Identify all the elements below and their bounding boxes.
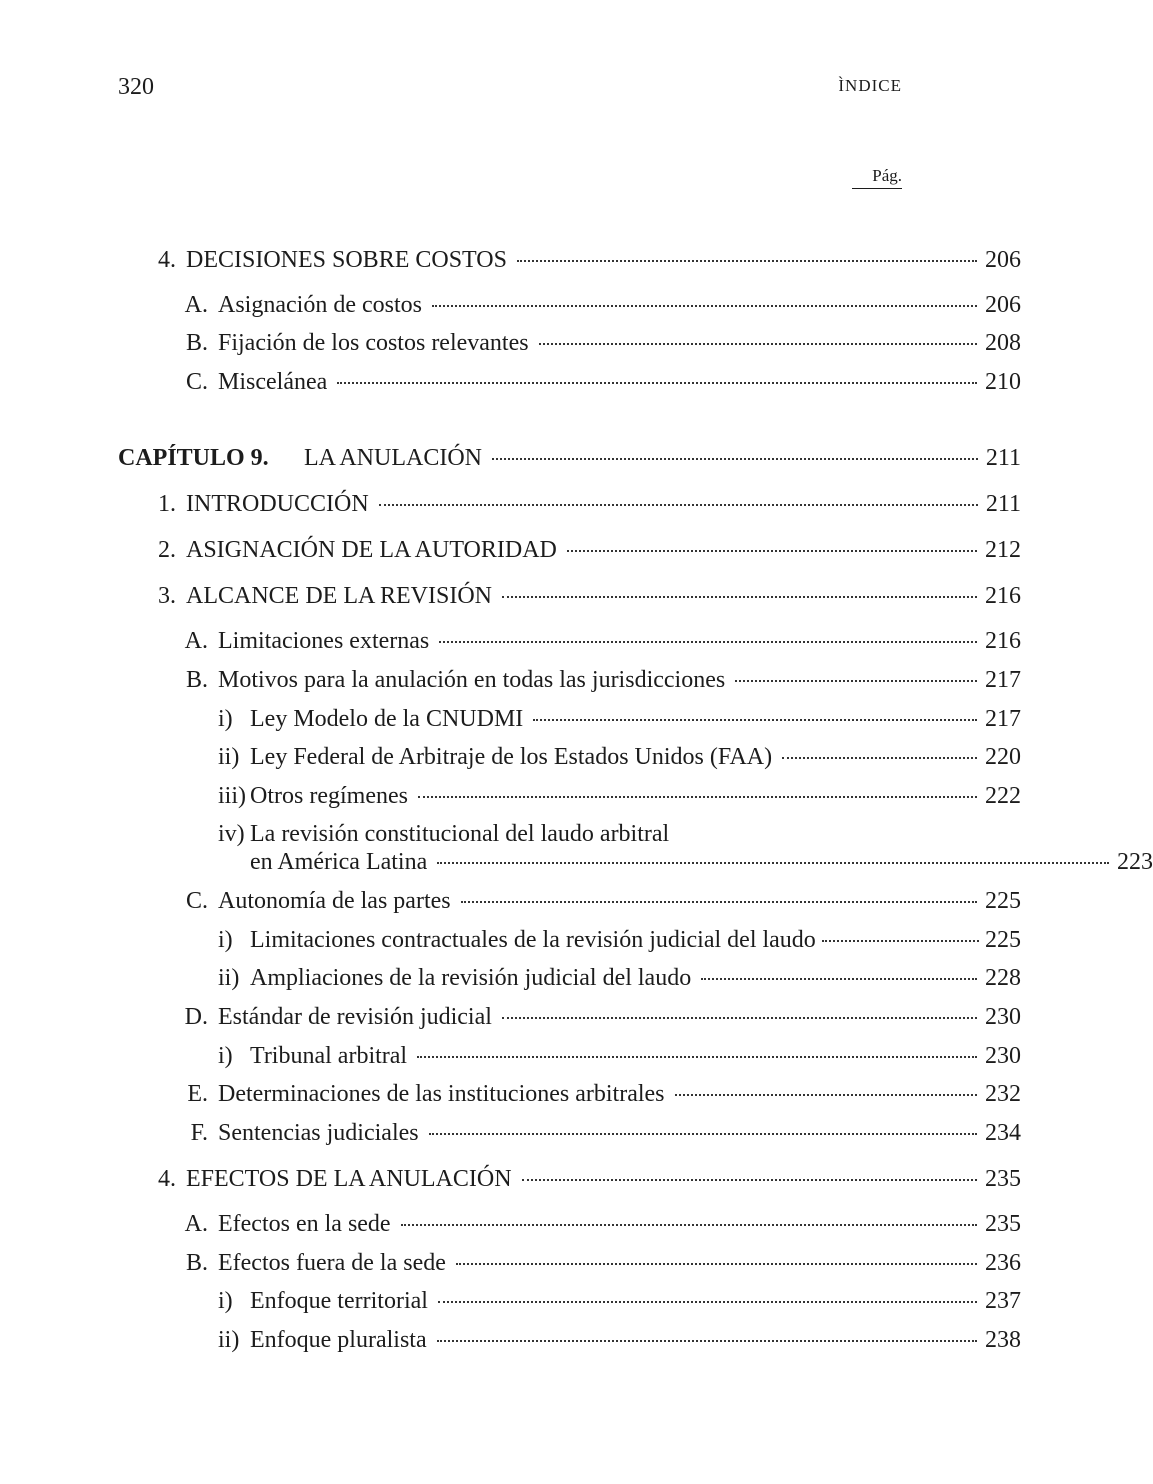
toc-title: Ley Modelo de la CNUDMI [250, 706, 524, 732]
toc-page: 237 [985, 1288, 1021, 1314]
dot-leader [567, 550, 977, 552]
toc-title: Otros regímenes [250, 783, 408, 809]
toc-title: INTRODUCCIÓN [186, 491, 369, 517]
toc-entry[interactable] [0, 535, 1021, 565]
toc-title: La revisión constitucional del laudo arbitral [250, 821, 670, 847]
toc-number: 1. [158, 491, 176, 517]
toc-number: iv) [218, 821, 245, 847]
dot-leader [439, 641, 977, 643]
toc-chapter-entry[interactable] [0, 443, 1021, 473]
toc-title: Sentencias judiciales [218, 1120, 419, 1146]
running-header: ÌNDICE [838, 76, 902, 95]
toc-title: Enfoque territorial [250, 1288, 428, 1314]
dot-leader [438, 1301, 977, 1303]
toc-title: Ampliaciones de la revisión judicial del laudo [250, 965, 692, 991]
toc-page: 236 [985, 1250, 1021, 1276]
toc-entry[interactable] [0, 290, 1021, 320]
toc-title: Limitaciones externas [218, 628, 430, 654]
dot-leader [782, 757, 977, 759]
dot-leader [401, 1224, 977, 1226]
chapter-number: CAPÍTULO 9. [118, 445, 269, 471]
dot-leader [437, 862, 1109, 864]
toc-page: 225 [985, 927, 1021, 953]
toc-number: B. [185, 667, 208, 693]
toc-number: E. [187, 1081, 208, 1107]
toc-title: Fijación de los costos relevantes [218, 330, 529, 356]
toc-page: 228 [985, 965, 1021, 991]
toc-entry-first-line[interactable] [0, 819, 1021, 849]
dot-leader [735, 680, 977, 682]
toc-title: Autonomía de las partes [218, 888, 451, 914]
toc-number: ii) [218, 744, 240, 770]
toc-title: Tribunal arbitral [250, 1043, 408, 1069]
toc-entry[interactable] [0, 925, 1021, 955]
toc-page: 223 [1117, 849, 1153, 875]
dot-leader [539, 343, 977, 345]
dot-leader [418, 796, 977, 798]
toc-title: Efectos fuera de la sede [218, 1250, 446, 1276]
toc-number: F. [190, 1120, 208, 1146]
toc-title: Estándar de revisión judicial [218, 1004, 492, 1030]
toc-number: ii) [218, 1327, 240, 1353]
chapter-title: LA ANULACIÓN [304, 445, 482, 471]
toc-number: B. [185, 1250, 208, 1276]
dot-leader [502, 1017, 977, 1019]
toc-title: Miscelánea [218, 369, 328, 395]
toc-entry[interactable] [0, 581, 1021, 611]
toc-entry[interactable] [0, 781, 1021, 811]
dot-leader [517, 260, 977, 262]
toc-entry[interactable] [0, 1325, 1021, 1355]
dot-leader [379, 504, 978, 506]
toc-number: C. [185, 888, 208, 914]
toc-number: B. [185, 330, 208, 356]
toc-entry[interactable] [0, 963, 1021, 993]
dot-leader [492, 458, 978, 460]
dot-leader [701, 978, 977, 980]
toc-page: 234 [985, 1120, 1021, 1146]
dot-leader [502, 596, 977, 598]
toc-title: Determinaciones de las instituciones arbitrales [218, 1081, 665, 1107]
toc-number: i) [218, 927, 233, 953]
dot-leader [432, 305, 977, 307]
toc-entry[interactable] [0, 1164, 1021, 1194]
toc-title: ASIGNACIÓN DE LA AUTORIDAD [186, 537, 557, 563]
dot-leader [337, 382, 977, 384]
toc-entry[interactable] [0, 1286, 1021, 1316]
page-number: 320 [118, 74, 154, 100]
toc-entry[interactable] [0, 1041, 1021, 1071]
toc-entry[interactable] [0, 704, 1021, 734]
toc-entry[interactable] [0, 1002, 1021, 1032]
toc-title: Motivos para la anulación en todas las jurisdicciones [218, 667, 726, 693]
toc-number: 3. [158, 583, 176, 609]
toc-number: A. [184, 628, 208, 654]
toc-page: 230 [985, 1004, 1021, 1030]
toc-page: 235 [985, 1211, 1021, 1237]
toc-title: Efectos en la sede [218, 1211, 391, 1237]
toc-page: 230 [985, 1043, 1021, 1069]
toc-entry[interactable] [0, 665, 1021, 695]
toc-page: 235 [985, 1166, 1021, 1192]
toc-number: 2. [158, 537, 176, 563]
toc-entry[interactable] [0, 1209, 1021, 1239]
toc-number: D. [184, 1004, 208, 1030]
toc-page: 232 [985, 1081, 1021, 1107]
dot-leader [522, 1179, 977, 1181]
toc-page: 210 [985, 369, 1021, 395]
toc-page: 220 [985, 744, 1021, 770]
toc-page: 206 [985, 292, 1021, 318]
toc-entry[interactable] [0, 886, 1021, 916]
toc-title: EFECTOS DE LA ANULACIÓN [186, 1166, 512, 1192]
toc-page: 212 [985, 537, 1021, 563]
toc-page: 208 [985, 330, 1021, 356]
toc-page: 211 [985, 491, 1021, 517]
toc-page: 216 [985, 628, 1021, 654]
toc-page: 217 [985, 706, 1021, 732]
toc-page: 238 [985, 1327, 1021, 1353]
dot-leader [822, 940, 979, 942]
dot-leader [461, 901, 977, 903]
dot-leader [533, 719, 977, 721]
toc-entry-continuation[interactable] [0, 847, 1153, 877]
toc-number: 4. [158, 1166, 176, 1192]
toc-entry[interactable] [0, 1118, 1021, 1148]
toc-entry[interactable] [0, 367, 1021, 397]
page-column-label: Pág. [852, 166, 902, 189]
toc-entry[interactable] [0, 245, 1021, 275]
toc-title: Limitaciones contractuales de la revisión judicial del laudo [250, 927, 816, 953]
toc-title: Asignación de costos [218, 292, 422, 318]
dot-leader [456, 1263, 977, 1265]
dot-leader [437, 1340, 977, 1342]
toc-page: 206 [985, 247, 1021, 273]
toc-title: Ley Federal de Arbitraje de los Estados Unidos (FAA) [250, 744, 773, 770]
toc-entry[interactable] [0, 489, 1021, 519]
dot-leader [417, 1056, 977, 1058]
toc-page: 217 [985, 667, 1021, 693]
toc-page: 211 [985, 445, 1021, 471]
toc-page: 225 [985, 888, 1021, 914]
toc-number: i) [218, 1043, 233, 1069]
toc-number: iii) [218, 783, 246, 809]
toc-number: A. [184, 1211, 208, 1237]
toc-page: 222 [985, 783, 1021, 809]
toc-number: ii) [218, 965, 240, 991]
toc-entry[interactable] [0, 1248, 1021, 1278]
toc-page: 216 [985, 583, 1021, 609]
toc-number: i) [218, 706, 233, 732]
toc-title: ALCANCE DE LA REVISIÓN [186, 583, 492, 609]
toc-title: Enfoque pluralista [250, 1327, 427, 1353]
toc-title: DECISIONES SOBRE COSTOS [186, 247, 507, 273]
toc-entry[interactable] [0, 742, 1021, 772]
toc-entry[interactable] [0, 626, 1021, 656]
toc-entry[interactable] [0, 1079, 1021, 1109]
toc-number: C. [185, 369, 208, 395]
toc-entry[interactable] [0, 328, 1021, 358]
toc-number: 4. [158, 247, 176, 273]
toc-number: i) [218, 1288, 233, 1314]
dot-leader [675, 1094, 977, 1096]
toc-number: A. [184, 292, 208, 318]
dot-leader [429, 1133, 977, 1135]
toc-title-continuation: en América Latina [250, 849, 428, 875]
